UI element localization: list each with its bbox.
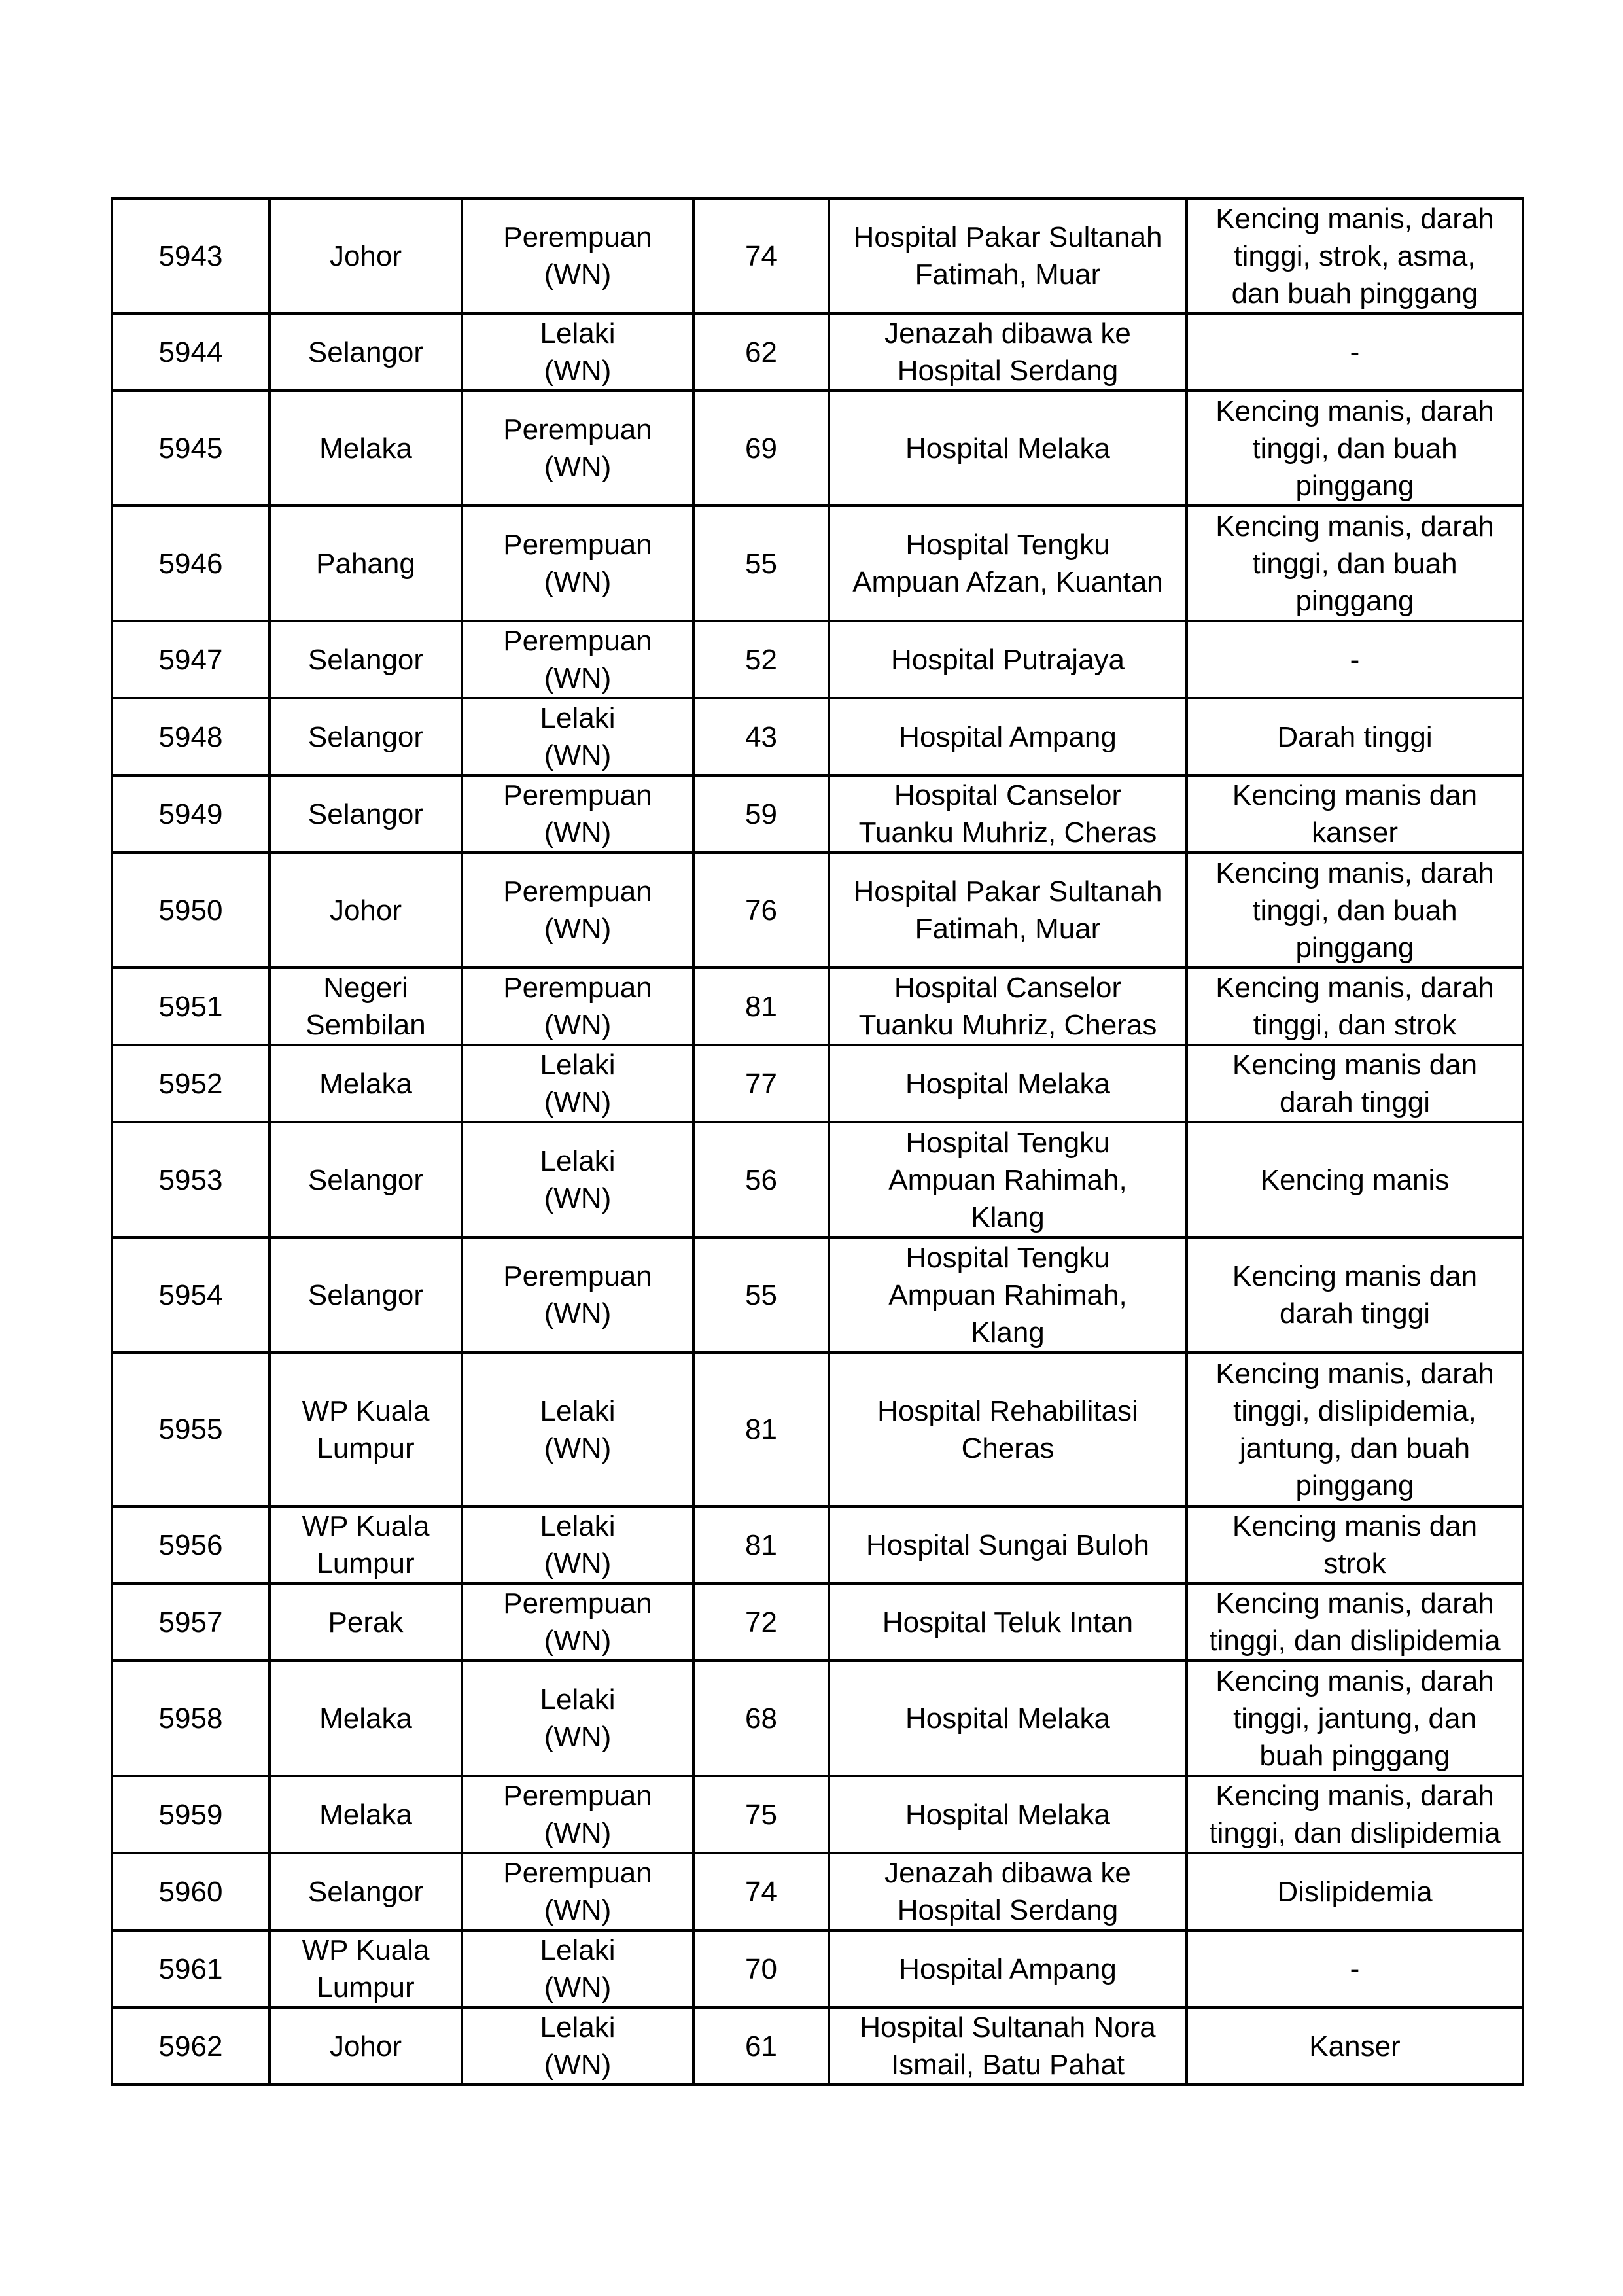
state-cell: Johor <box>270 2007 462 2085</box>
state-cell: Selangor <box>270 313 462 391</box>
table-row <box>112 506 1523 621</box>
age-cell: 75 <box>693 1776 829 1853</box>
gender-cell: Perempuan (WN) <box>462 198 693 313</box>
comorbidity-cell: - <box>1187 313 1523 391</box>
gender-cell: Perempuan (WN) <box>462 1237 693 1352</box>
table-row <box>112 698 1523 775</box>
age-cell: 81 <box>693 968 829 1045</box>
case-number-cell: 5962 <box>112 2007 270 2085</box>
table-row <box>112 313 1523 391</box>
case-number-cell: 5959 <box>112 1776 270 1853</box>
comorbidity-cell: Kencing manis dan strok <box>1187 1506 1523 1583</box>
location-cell: Hospital Pakar Sultanah Fatimah, Muar <box>829 198 1187 313</box>
gender-cell: Perempuan (WN) <box>462 1853 693 1930</box>
gender-cell: Perempuan (WN) <box>462 621 693 698</box>
location-cell: Hospital Sungai Buloh <box>829 1506 1187 1583</box>
case-number-cell: 5961 <box>112 1930 270 2007</box>
case-number-cell: 5943 <box>112 198 270 313</box>
table-row <box>112 1583 1523 1661</box>
location-cell: Hospital Melaka <box>829 1776 1187 1853</box>
location-cell: Hospital Ampang <box>829 698 1187 775</box>
state-cell: Selangor <box>270 1237 462 1352</box>
location-cell: Hospital Melaka <box>829 391 1187 506</box>
gender-cell: Perempuan (WN) <box>462 1583 693 1661</box>
gender-cell: Perempuan (WN) <box>462 853 693 968</box>
case-number-cell: 5944 <box>112 313 270 391</box>
case-number-cell: 5954 <box>112 1237 270 1352</box>
case-number-cell: 5949 <box>112 775 270 853</box>
age-cell: 56 <box>693 1122 829 1237</box>
comorbidity-cell: Kencing manis, darah tinggi, strok, asma, dan buah pinggang <box>1187 198 1523 313</box>
state-cell: Melaka <box>270 1776 462 1853</box>
location-cell: Hospital Melaka <box>829 1045 1187 1122</box>
state-cell: Selangor <box>270 1122 462 1237</box>
case-number-cell: 5946 <box>112 506 270 621</box>
gender-cell: Lelaki (WN) <box>462 2007 693 2085</box>
age-cell: 74 <box>693 1853 829 1930</box>
gender-cell: Lelaki (WN) <box>462 1506 693 1583</box>
location-cell: Hospital Ampang <box>829 1930 1187 2007</box>
comorbidity-cell: Kencing manis, darah tinggi, dan dislipidemia <box>1187 1583 1523 1661</box>
location-cell: Jenazah dibawa ke Hospital Serdang <box>829 313 1187 391</box>
comorbidity-cell: Kencing manis dan darah tinggi <box>1187 1045 1523 1122</box>
state-cell: Negeri Sembilan <box>270 968 462 1045</box>
location-cell: Hospital Tengku Ampuan Rahimah, Klang <box>829 1122 1187 1237</box>
location-cell: Hospital Pakar Sultanah Fatimah, Muar <box>829 853 1187 968</box>
gender-cell: Lelaki (WN) <box>462 1930 693 2007</box>
comorbidity-cell: Kencing manis, darah tinggi, dan buah pinggang <box>1187 391 1523 506</box>
table-row <box>112 853 1523 968</box>
comorbidity-cell: Kencing manis <box>1187 1122 1523 1237</box>
state-cell: Pahang <box>270 506 462 621</box>
age-cell: 70 <box>693 1930 829 2007</box>
age-cell: 69 <box>693 391 829 506</box>
case-number-cell: 5960 <box>112 1853 270 1930</box>
case-number-cell: 5953 <box>112 1122 270 1237</box>
case-number-cell: 5952 <box>112 1045 270 1122</box>
location-cell: Hospital Tengku Ampuan Afzan, Kuantan <box>829 506 1187 621</box>
case-number-cell: 5956 <box>112 1506 270 1583</box>
table-row <box>112 1352 1523 1506</box>
state-cell: Melaka <box>270 1661 462 1776</box>
comorbidity-cell: Kencing manis dan kanser <box>1187 775 1523 853</box>
deaths-table <box>111 197 1524 2086</box>
state-cell: Perak <box>270 1583 462 1661</box>
table-row <box>112 1930 1523 2007</box>
state-cell: Johor <box>270 198 462 313</box>
location-cell: Hospital Rehabilitasi Cheras <box>829 1352 1187 1506</box>
gender-cell: Lelaki (WN) <box>462 1122 693 1237</box>
age-cell: 81 <box>693 1506 829 1583</box>
state-cell: WP Kuala Lumpur <box>270 1506 462 1583</box>
gender-cell: Lelaki (WN) <box>462 698 693 775</box>
gender-cell: Perempuan (WN) <box>462 1776 693 1853</box>
comorbidity-cell: Kencing manis, darah tinggi, dislipidemia, jantung, dan buah pinggang <box>1187 1352 1523 1506</box>
state-cell: Selangor <box>270 621 462 698</box>
state-cell: Johor <box>270 853 462 968</box>
table-row <box>112 1122 1523 1237</box>
comorbidity-cell: Kanser <box>1187 2007 1523 2085</box>
table-row <box>112 2007 1523 2085</box>
table-row <box>112 621 1523 698</box>
table-row <box>112 1045 1523 1122</box>
case-number-cell: 5958 <box>112 1661 270 1776</box>
location-cell: Hospital Sultanah Nora Ismail, Batu Pahat <box>829 2007 1187 2085</box>
comorbidity-cell: Kencing manis, darah tinggi, dan buah pinggang <box>1187 506 1523 621</box>
table-body <box>112 198 1523 2085</box>
gender-cell: Perempuan (WN) <box>462 775 693 853</box>
case-number-cell: 5947 <box>112 621 270 698</box>
comorbidity-cell: Kencing manis dan darah tinggi <box>1187 1237 1523 1352</box>
age-cell: 77 <box>693 1045 829 1122</box>
gender-cell: Perempuan (WN) <box>462 391 693 506</box>
table-row <box>112 1506 1523 1583</box>
gender-cell: Perempuan (WN) <box>462 968 693 1045</box>
age-cell: 62 <box>693 313 829 391</box>
gender-cell: Lelaki (WN) <box>462 1352 693 1506</box>
case-number-cell: 5950 <box>112 853 270 968</box>
comorbidity-cell: - <box>1187 1930 1523 2007</box>
state-cell: WP Kuala Lumpur <box>270 1352 462 1506</box>
age-cell: 74 <box>693 198 829 313</box>
age-cell: 59 <box>693 775 829 853</box>
location-cell: Hospital Canselor Tuanku Muhriz, Cheras <box>829 968 1187 1045</box>
table-row <box>112 391 1523 506</box>
location-cell: Hospital Tengku Ampuan Rahimah, Klang <box>829 1237 1187 1352</box>
deaths-table-container <box>111 197 1524 2086</box>
table-row <box>112 1237 1523 1352</box>
location-cell: Hospital Canselor Tuanku Muhriz, Cheras <box>829 775 1187 853</box>
comorbidity-cell: Dislipidemia <box>1187 1853 1523 1930</box>
location-cell: Jenazah dibawa ke Hospital Serdang <box>829 1853 1187 1930</box>
age-cell: 55 <box>693 506 829 621</box>
age-cell: 81 <box>693 1352 829 1506</box>
gender-cell: Lelaki (WN) <box>462 1661 693 1776</box>
state-cell: Melaka <box>270 391 462 506</box>
location-cell: Hospital Teluk Intan <box>829 1583 1187 1661</box>
age-cell: 43 <box>693 698 829 775</box>
comorbidity-cell: Kencing manis, darah tinggi, jantung, dan buah pinggang <box>1187 1661 1523 1776</box>
location-cell: Hospital Melaka <box>829 1661 1187 1776</box>
comorbidity-cell: Kencing manis, darah tinggi, dan dislipidemia <box>1187 1776 1523 1853</box>
age-cell: 55 <box>693 1237 829 1352</box>
table-row <box>112 968 1523 1045</box>
location-cell: Hospital Putrajaya <box>829 621 1187 698</box>
case-number-cell: 5945 <box>112 391 270 506</box>
gender-cell: Lelaki (WN) <box>462 1045 693 1122</box>
table-row <box>112 198 1523 313</box>
state-cell: WP Kuala Lumpur <box>270 1930 462 2007</box>
comorbidity-cell: Kencing manis, darah tinggi, dan strok <box>1187 968 1523 1045</box>
state-cell: Selangor <box>270 1853 462 1930</box>
comorbidity-cell: Kencing manis, darah tinggi, dan buah pinggang <box>1187 853 1523 968</box>
table-row <box>112 1661 1523 1776</box>
table-row <box>112 775 1523 853</box>
table-row <box>112 1776 1523 1853</box>
table-row <box>112 1853 1523 1930</box>
state-cell: Selangor <box>270 698 462 775</box>
case-number-cell: 5951 <box>112 968 270 1045</box>
age-cell: 61 <box>693 2007 829 2085</box>
age-cell: 76 <box>693 853 829 968</box>
gender-cell: Perempuan (WN) <box>462 506 693 621</box>
state-cell: Melaka <box>270 1045 462 1122</box>
case-number-cell: 5955 <box>112 1352 270 1506</box>
age-cell: 52 <box>693 621 829 698</box>
state-cell: Selangor <box>270 775 462 853</box>
comorbidity-cell: Darah tinggi <box>1187 698 1523 775</box>
case-number-cell: 5957 <box>112 1583 270 1661</box>
case-number-cell: 5948 <box>112 698 270 775</box>
gender-cell: Lelaki (WN) <box>462 313 693 391</box>
comorbidity-cell: - <box>1187 621 1523 698</box>
age-cell: 68 <box>693 1661 829 1776</box>
age-cell: 72 <box>693 1583 829 1661</box>
